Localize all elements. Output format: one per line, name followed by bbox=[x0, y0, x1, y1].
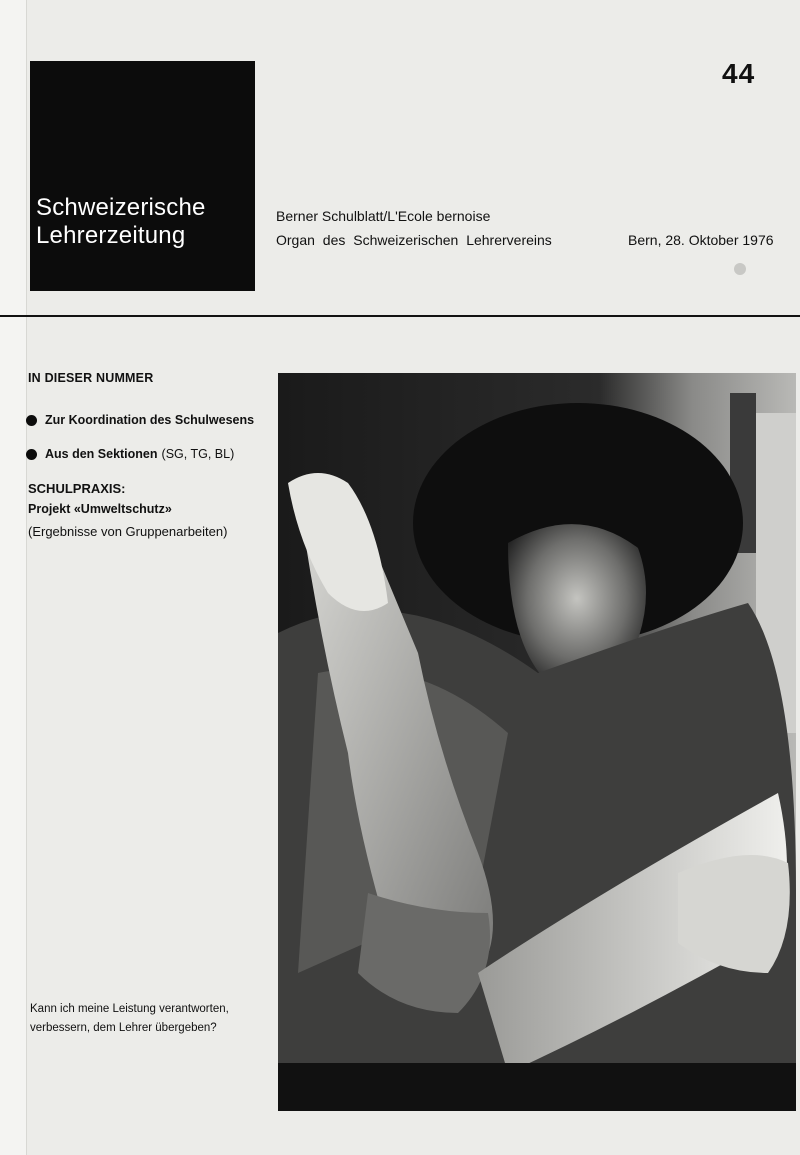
subtitle-line2: Organ des Schweizerischen Lehrervereins bbox=[276, 232, 552, 248]
student-reading-photo-icon bbox=[278, 373, 796, 1111]
masthead-title-line2: Lehrerzeitung bbox=[36, 222, 186, 249]
toc-item-title: Aus den Sektionen bbox=[45, 447, 158, 461]
projekt-title: Projekt «Umweltschutz» bbox=[28, 502, 172, 516]
bullet-icon bbox=[26, 415, 37, 426]
toc-item bbox=[26, 447, 234, 461]
toc-item bbox=[26, 413, 254, 427]
issue-number: 44 bbox=[722, 58, 756, 89]
page-edge bbox=[0, 0, 27, 1155]
photo-caption: Kann ich meine Leistung verantworten, verbessern, dem Lehrer übergeben? bbox=[30, 1003, 229, 1034]
issue-date: Bern, 28. Oktober 1976 bbox=[628, 232, 774, 248]
toc-item-detail: (SG, TG, BL) bbox=[161, 447, 235, 461]
photo-illustration bbox=[278, 373, 796, 1111]
subtitle-line1: Berner Schulblatt/L'Ecole bernoise bbox=[276, 208, 491, 224]
show-through-texture bbox=[360, 70, 690, 190]
masthead-block bbox=[30, 61, 255, 291]
header-divider bbox=[0, 315, 800, 317]
bullet-icon bbox=[26, 449, 37, 460]
toc-item-title: Zur Koordination des Schulwesens bbox=[45, 413, 255, 427]
print-dot bbox=[734, 263, 746, 275]
toc-heading: IN DIESER NUMMER bbox=[28, 371, 154, 385]
schulpraxis-heading: SCHULPRAXIS: bbox=[28, 481, 126, 496]
masthead-title-line1: Schweizerische bbox=[36, 194, 206, 221]
projekt-subtitle: (Ergebnisse von Gruppenarbeiten) bbox=[28, 524, 228, 539]
masthead-title bbox=[36, 194, 206, 250]
